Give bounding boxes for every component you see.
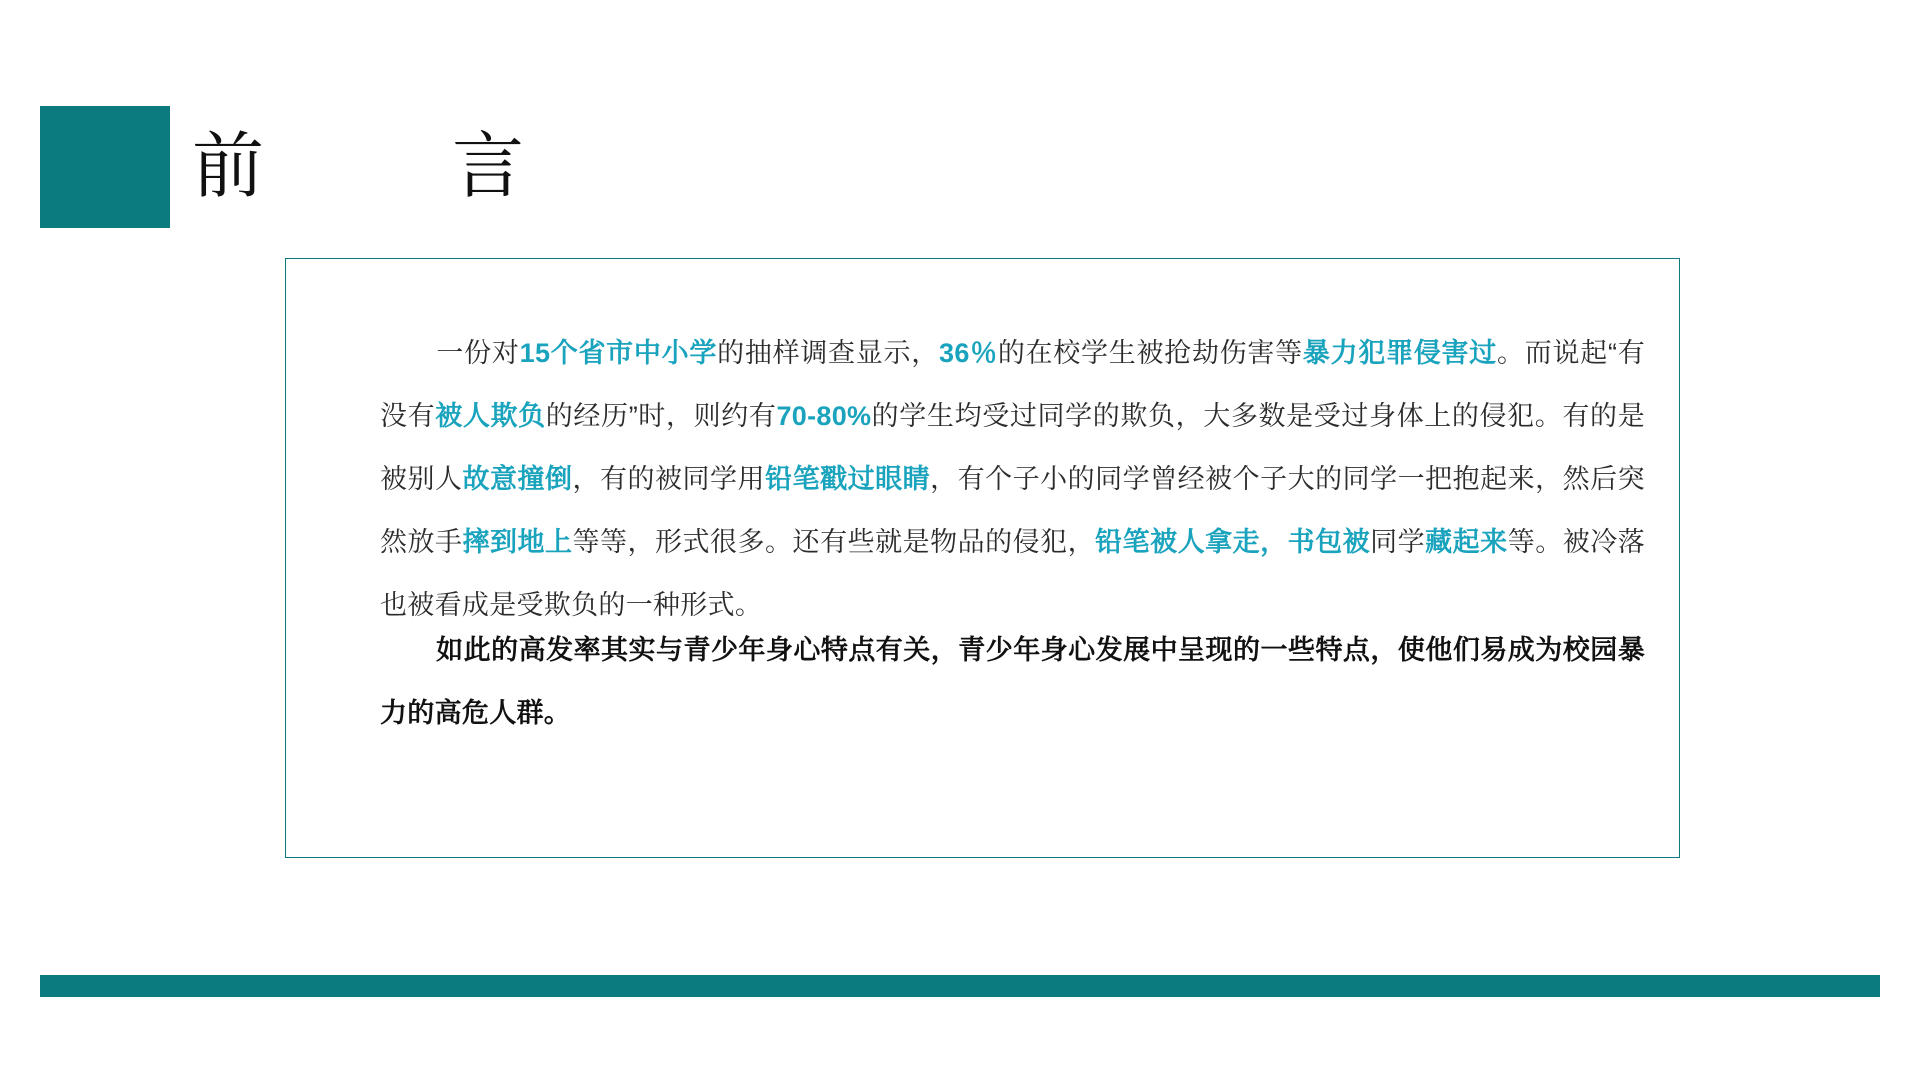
paragraph-one: [380, 322, 1645, 637]
content-box: [285, 258, 1680, 858]
title-accent-square: [40, 106, 170, 228]
p1-seg-13: 铅笔戳过眼睛: [765, 464, 931, 494]
p1-seg-6: 。而说起“有没有: [380, 338, 1645, 431]
paragraph-two: [380, 619, 1645, 745]
p1-seg-16: 等等，形式很多。还有些就是物品的侵犯，: [572, 527, 1096, 557]
p1-seg-1: 15个省市中小学: [519, 338, 718, 368]
p1-seg-12: ，有的被同学用: [572, 464, 766, 494]
p1-seg-3: 36％: [939, 338, 998, 368]
p1-seg-19: 藏起来: [1425, 527, 1508, 557]
p1-seg-17: 铅笔被人拿走，书包被: [1095, 527, 1371, 557]
page-title: 前 言: [192, 127, 546, 207]
p1-seg-0: 一份对: [436, 338, 520, 368]
p1-seg-2: 的抽样调查显示，: [717, 338, 939, 368]
p1-seg-9: 70-80%: [776, 401, 872, 431]
p1-seg-5: 暴力犯罪侵害过: [1302, 338, 1498, 368]
p1-seg-4: 的在校学生被抢劫伤害等: [997, 338, 1303, 368]
p1-seg-7: 被人欺负: [435, 401, 546, 431]
p1-seg-8: 的经历”时，则约有: [545, 401, 777, 431]
p1-seg-15: 摔到地上: [462, 527, 573, 557]
p1-seg-20: 等。被冷落也被看成是受欺负的一种形式。: [380, 527, 1646, 620]
footer-accent-bar: [40, 975, 1880, 997]
p1-seg-10: 的学生均受过同学的欺负，大多数是受过身体上的侵犯。有的是被别人: [380, 401, 1645, 494]
p2-text: 如此的高发率其实与青少年身心特点有关，青少年身心发展中呈现的一些特点，使他们易成为校园暴力的高危人群。: [380, 635, 1645, 728]
slide-title-block: [40, 106, 546, 228]
p1-seg-14: ，有个子小的同学曾经被个子大的同学一把抱起来，然后突然放手: [380, 464, 1645, 557]
p1-seg-18: 同学: [1370, 527, 1426, 557]
p1-seg-11: 故意撞倒: [462, 464, 573, 494]
